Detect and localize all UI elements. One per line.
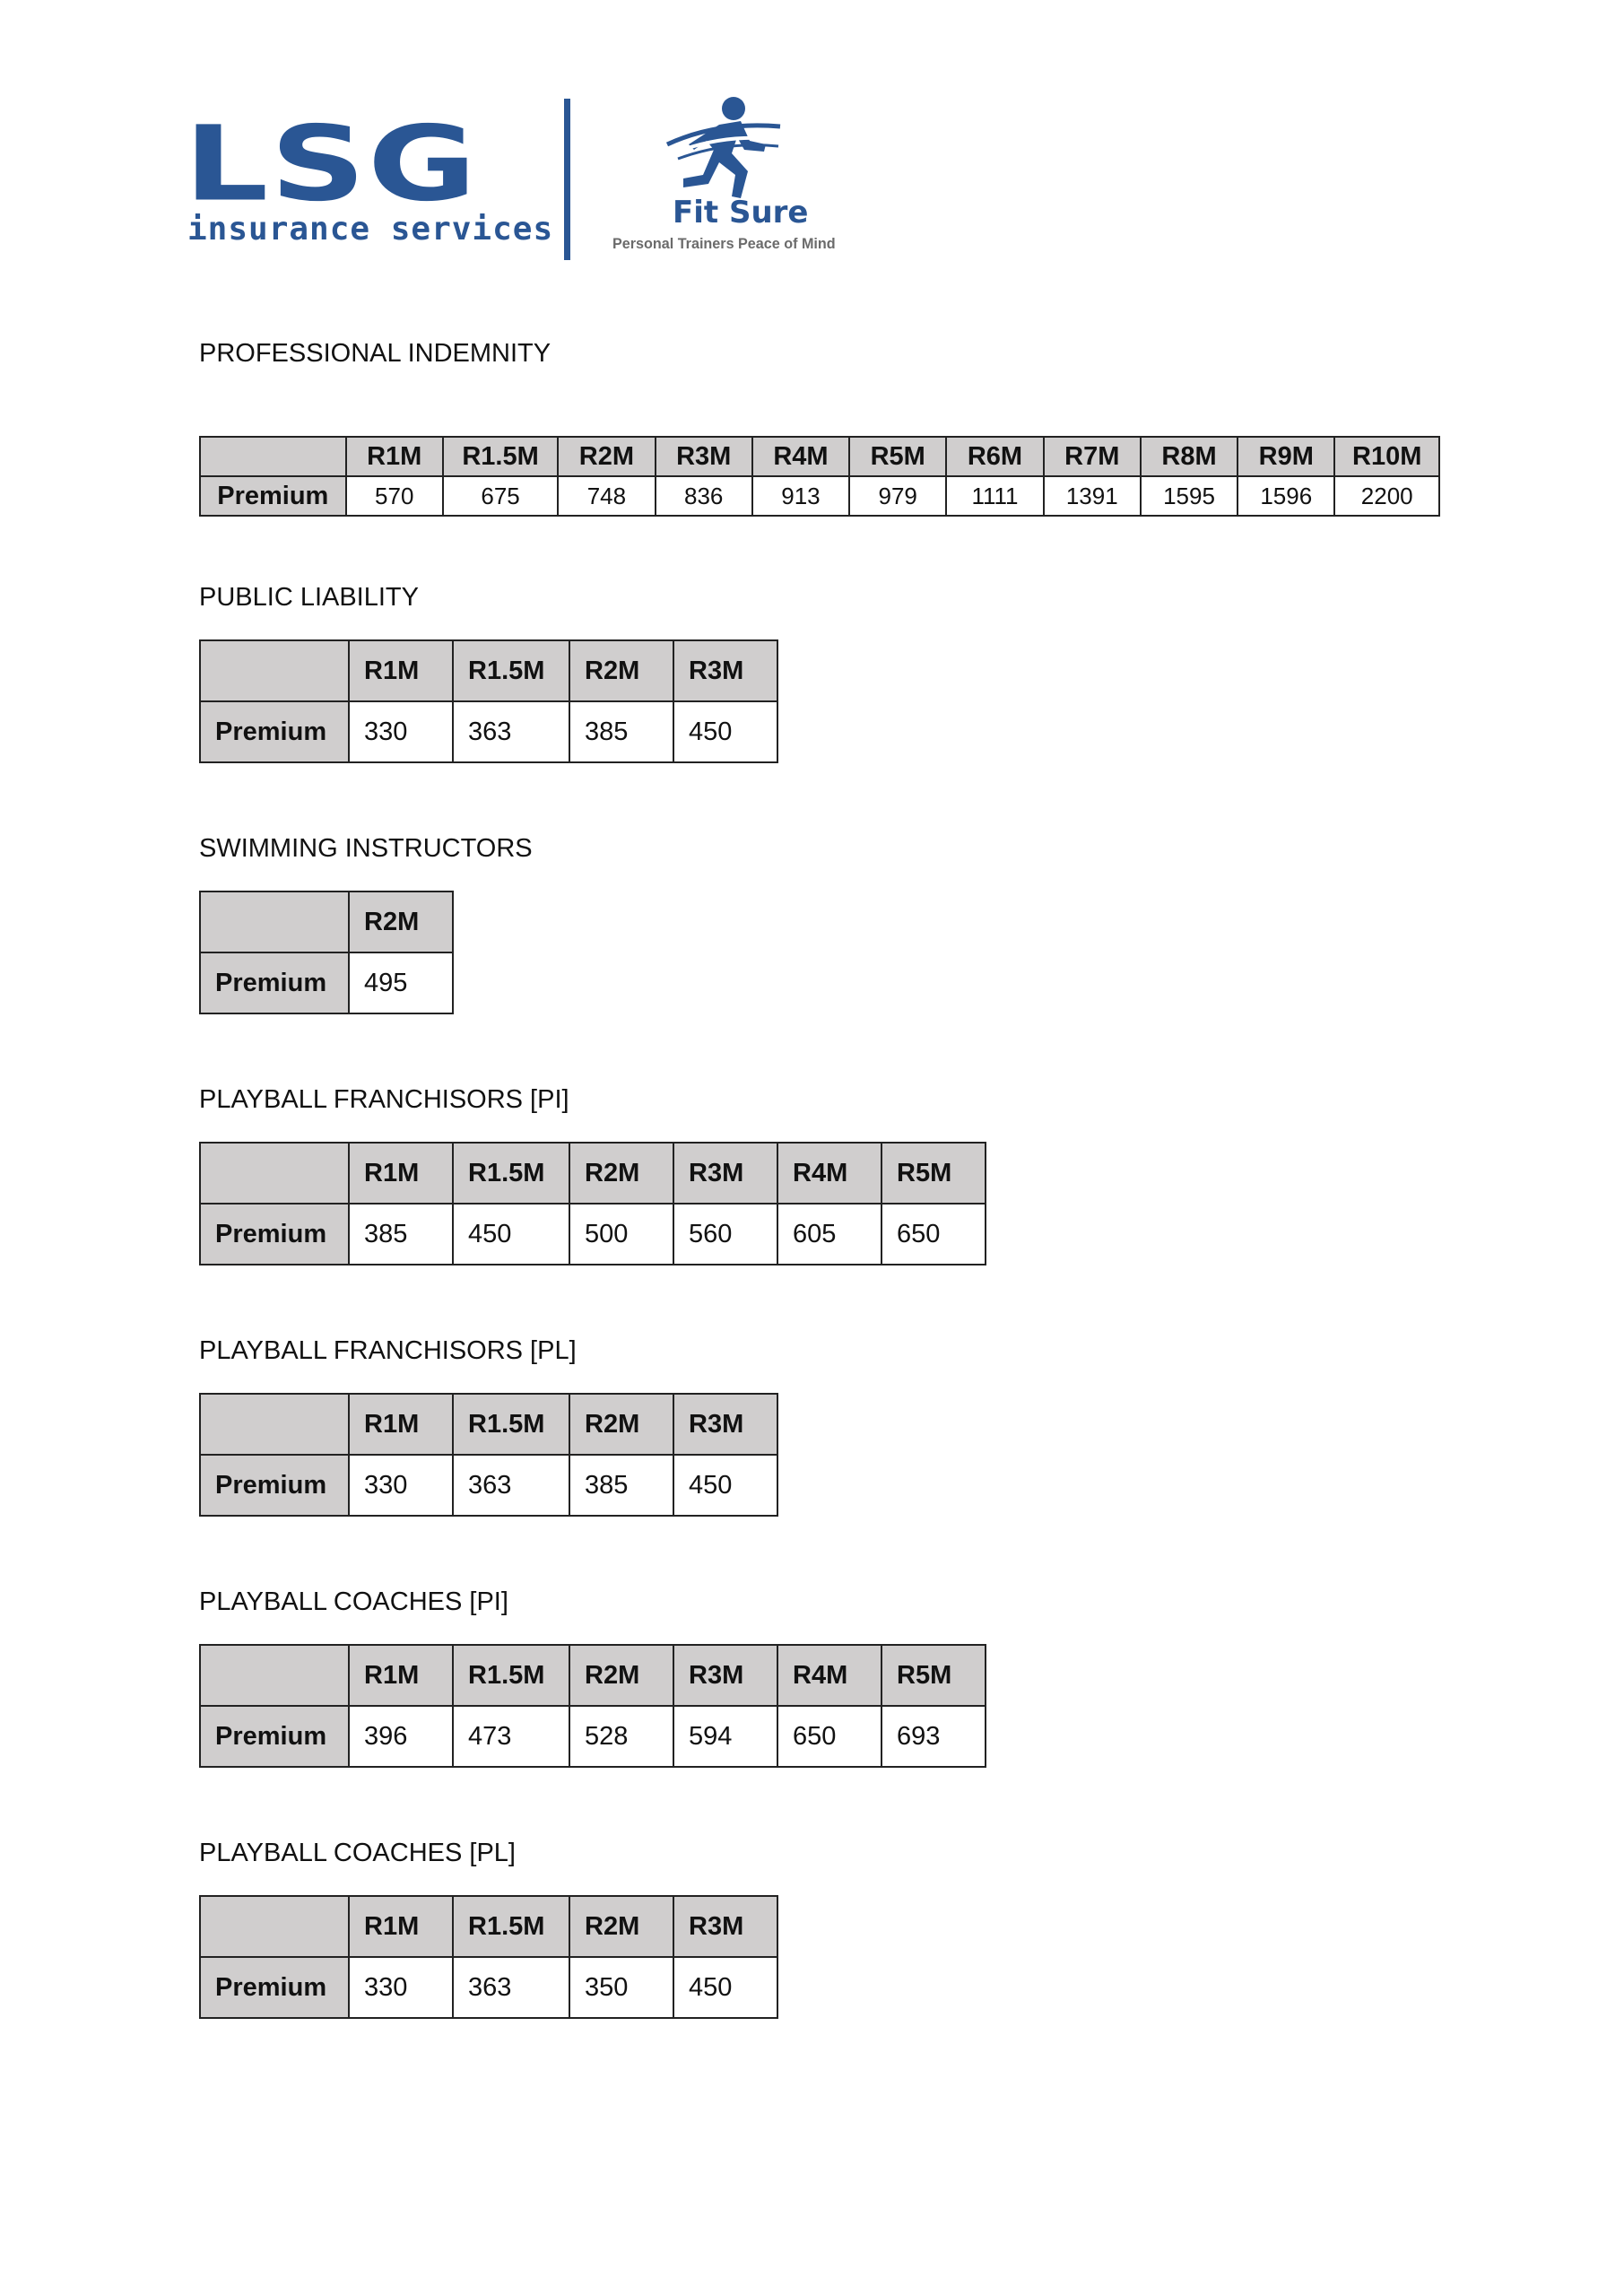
premium-cell: 528: [569, 1706, 673, 1767]
fitsure-tagline: Personal Trainers Peace of Mind: [612, 235, 836, 252]
column-header: R1.5M: [453, 1143, 569, 1204]
premium-table-swimming-instructors: [199, 891, 454, 1014]
row-label: Premium: [200, 1957, 349, 2018]
logo-divider: [564, 99, 570, 260]
table-row: [200, 476, 1439, 516]
premium-cell: 979: [849, 476, 946, 516]
column-header: R1M: [349, 1394, 453, 1455]
premium-cell: 650: [881, 1204, 986, 1265]
row-label: Premium: [200, 1706, 349, 1767]
table-corner-cell: [200, 437, 346, 476]
section-title-playball-franchisors-pl: PLAYBALL FRANCHISORS [PL]: [199, 1336, 577, 1365]
column-header: R3M: [673, 1143, 777, 1204]
premium-cell: 330: [349, 1957, 453, 2018]
premium-cell: 1596: [1238, 476, 1334, 516]
column-header: R2M: [569, 1394, 673, 1455]
premium-cell: 2200: [1334, 476, 1439, 516]
column-header: R1.5M: [453, 1394, 569, 1455]
premium-cell: 650: [777, 1706, 881, 1767]
column-header: R1.5M: [453, 1896, 569, 1957]
premium-cell: 385: [569, 701, 673, 762]
row-label: Premium: [200, 1204, 349, 1265]
column-header: R2M: [558, 437, 655, 476]
premium-cell: 1111: [946, 476, 1043, 516]
premium-cell: 450: [673, 1957, 777, 2018]
premium-table-public-liability: [199, 639, 778, 763]
premium-cell: 570: [346, 476, 443, 516]
premium-cell: 693: [881, 1706, 986, 1767]
table-row: [200, 1957, 777, 2018]
column-header: R1M: [349, 1645, 453, 1706]
table-corner-cell: [200, 1394, 349, 1455]
premium-table-playball-franchisors-pi: [199, 1142, 986, 1265]
column-header: R5M: [881, 1645, 986, 1706]
column-header: R3M: [673, 1394, 777, 1455]
section-title-playball-franchisors-pi: PLAYBALL FRANCHISORS [PI]: [199, 1085, 569, 1114]
premium-cell: 560: [673, 1204, 777, 1265]
table-corner-cell: [200, 1896, 349, 1957]
table-header-row: [200, 1645, 986, 1706]
premium-cell: 913: [752, 476, 849, 516]
premium-table-professional-indemnity: [199, 436, 1440, 517]
lsg-logo-text: LSG: [184, 103, 479, 224]
column-header: R1M: [349, 640, 453, 701]
column-header: R2M: [569, 1896, 673, 1957]
table-header-row: [200, 437, 1439, 476]
premium-cell: 836: [656, 476, 752, 516]
premium-table-playball-coaches-pi: [199, 1644, 986, 1768]
column-header: R10M: [1334, 437, 1439, 476]
premium-cell: 594: [673, 1706, 777, 1767]
column-header: R9M: [1238, 437, 1334, 476]
premium-cell: 363: [453, 701, 569, 762]
column-header: R7M: [1044, 437, 1141, 476]
column-header: R1M: [349, 1896, 453, 1957]
premium-cell: 1595: [1141, 476, 1238, 516]
premium-cell: 605: [777, 1204, 881, 1265]
table-corner-cell: [200, 1645, 349, 1706]
column-header: R3M: [673, 1896, 777, 1957]
column-header: R5M: [849, 437, 946, 476]
premium-cell: 330: [349, 1455, 453, 1516]
column-header: R2M: [569, 1143, 673, 1204]
column-header: R1.5M: [453, 640, 569, 701]
row-label: Premium: [200, 952, 349, 1013]
column-header: R1M: [346, 437, 443, 476]
table-row: [200, 952, 453, 1013]
table-corner-cell: [200, 1143, 349, 1204]
table-header-row: [200, 1143, 986, 1204]
table-header-row: [200, 891, 453, 952]
row-label: Premium: [200, 476, 346, 516]
table-header-row: [200, 1394, 777, 1455]
fitsure-logo-text: Fit Sure: [673, 195, 809, 230]
column-header: R3M: [673, 640, 777, 701]
table-corner-cell: [200, 891, 349, 952]
row-label: Premium: [200, 701, 349, 762]
premium-table-playball-franchisors-pl: [199, 1393, 778, 1517]
column-header: R4M: [777, 1645, 881, 1706]
premium-cell: 675: [443, 476, 558, 516]
premium-cell: 450: [673, 1455, 777, 1516]
table-row: [200, 1455, 777, 1516]
column-header: R5M: [881, 1143, 986, 1204]
lsg-logo-subtitle: insurance services: [187, 211, 554, 248]
column-header: R2M: [569, 640, 673, 701]
column-header: R8M: [1141, 437, 1238, 476]
section-title-playball-coaches-pi: PLAYBALL COACHES [PI]: [199, 1587, 508, 1616]
runner-icon: [664, 94, 785, 200]
section-title-swimming-instructors: SWIMMING INSTRUCTORS: [199, 834, 533, 863]
premium-table-playball-coaches-pl: [199, 1895, 778, 2019]
premium-cell: 330: [349, 701, 453, 762]
column-header: R1M: [349, 1143, 453, 1204]
column-header: R6M: [946, 437, 1043, 476]
premium-cell: 385: [569, 1455, 673, 1516]
table-row: [200, 1204, 986, 1265]
premium-cell: 500: [569, 1204, 673, 1265]
premium-cell: 396: [349, 1706, 453, 1767]
table-corner-cell: [200, 640, 349, 701]
column-header: R3M: [656, 437, 752, 476]
row-label: Premium: [200, 1455, 349, 1516]
premium-cell: 495: [349, 952, 453, 1013]
table-header-row: [200, 1896, 777, 1957]
table-header-row: [200, 640, 777, 701]
premium-cell: 1391: [1044, 476, 1141, 516]
section-title-playball-coaches-pl: PLAYBALL COACHES [PL]: [199, 1839, 516, 1867]
column-header: R4M: [752, 437, 849, 476]
table-row: [200, 1706, 986, 1767]
premium-cell: 363: [453, 1455, 569, 1516]
column-header: R1.5M: [443, 437, 558, 476]
premium-cell: 363: [453, 1957, 569, 2018]
column-header: R1.5M: [453, 1645, 569, 1706]
column-header: R2M: [569, 1645, 673, 1706]
section-title-professional-indemnity: PROFESSIONAL INDEMNITY: [199, 339, 551, 368]
logo: [184, 94, 847, 274]
premium-cell: 473: [453, 1706, 569, 1767]
column-header: R3M: [673, 1645, 777, 1706]
premium-cell: 450: [453, 1204, 569, 1265]
premium-cell: 385: [349, 1204, 453, 1265]
section-title-public-liability: PUBLIC LIABILITY: [199, 583, 419, 612]
premium-cell: 350: [569, 1957, 673, 2018]
column-header: R2M: [349, 891, 453, 952]
table-row: [200, 701, 777, 762]
premium-cell: 450: [673, 701, 777, 762]
column-header: R4M: [777, 1143, 881, 1204]
premium-cell: 748: [558, 476, 655, 516]
